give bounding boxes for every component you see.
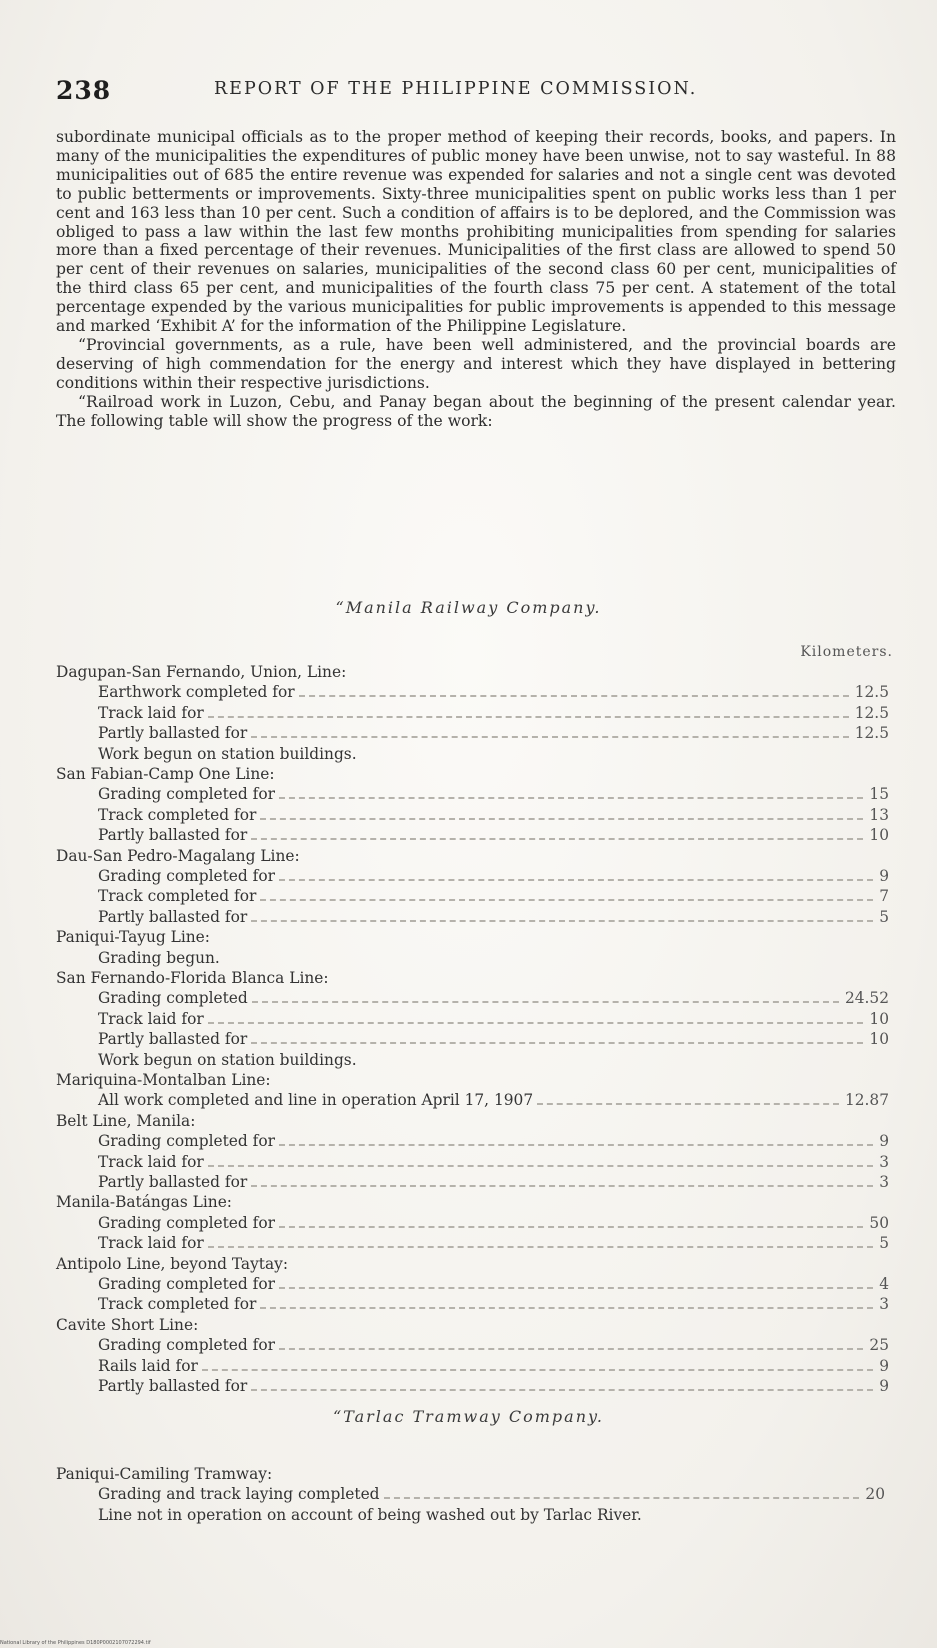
row-label: San Fernando-Florida Blanca Line:	[56, 969, 329, 987]
paragraph: subordinate municipal officials as to the proper method of keeping their records, books, and papers. In many of the municipalities the expenditures of public money have been unwise, not to say wasteful. In 88 municipalities out of 685 the entire revenue was expended for salaries and not a single cent was devoted to public betterments or improvements. Sixty-three municipalities spent on public works less than 1 per cent and 163 less than 10 per cent. Such a condition of affairs is to be deplored, and the Commission was obliged to pass a law within the last few months prohibiting municipalities from spending for salaries more than a fixed percentage of their revenues. Municipalities of the first class are allowed to spend 50 per cent of their revenues on salaries, municipalities of the second class 60 per cent, municipalities of the third class 65 per cent, and municipalities of the fourth class 75 per cent. A statement of the total percentage expended by the various municipalities for public improvements is appended to this message and marked ‘Exhibit A’ for the information of the Philippine Legislature.	[56, 128, 896, 336]
row-label: Grading completed for	[98, 1213, 275, 1232]
row-label: All work completed and line in operation April 17, 1907	[98, 1091, 534, 1110]
row-label: Grading begun.	[98, 948, 220, 967]
row-label: Work begun on station buildings.	[98, 744, 357, 763]
row-value: 3	[879, 1173, 889, 1191]
row-label: Partly ballasted for	[98, 1030, 248, 1049]
paragraph: “Provincial governments, as a rule, have been well administered, and the provincial boards are deserving of high commendation for the energy and interest which they have displayed in bettering conditions within their respective jurisdictions.	[56, 335, 896, 392]
row-value: 3	[879, 1152, 889, 1171]
row-label: Cavite Short Line:	[56, 1315, 199, 1334]
row-label: Antipolo Line, beyond Taytay:	[56, 1254, 289, 1273]
row-label: Track laid for	[98, 1009, 204, 1028]
row-label: Partly ballasted for	[98, 724, 248, 743]
section-heading-manila-railway: “Manila Railway Company.	[335, 598, 602, 617]
row-label: Grading completed for	[98, 867, 275, 885]
row-label: San Fabian-Camp One Line:	[56, 765, 275, 783]
row-value: 5	[879, 1234, 889, 1253]
row-label: Track completed for	[98, 887, 257, 906]
row-value: 24.52	[844, 989, 889, 1008]
unit-column-header: Kilometers.	[800, 644, 893, 660]
running-title: REPORT OF THE PHILIPPINE COMMISSION.	[214, 79, 698, 99]
row-label: Earthwork completed for	[98, 683, 295, 702]
row-label: Partly ballasted for	[98, 907, 248, 926]
row-value: 12.5	[854, 703, 889, 722]
row-label: Track completed for	[98, 805, 257, 824]
row-value: 9	[879, 1356, 889, 1375]
row-value: 9	[879, 867, 889, 885]
row-label: Mariquina-Montalban Line:	[56, 1071, 271, 1089]
row-label: Line not in operation on account of being washed out by Tarlac River.	[98, 1505, 642, 1524]
row-value: 25	[869, 1336, 889, 1355]
row-value: 9	[879, 1132, 889, 1151]
section-heading-tarlac-tramway: “Tarlac Tramway Company.	[332, 1407, 605, 1426]
row-value: 12.5	[854, 683, 889, 702]
row-label: Paniqui-Camiling Tramway:	[56, 1465, 273, 1483]
row-value: 50	[869, 1213, 889, 1232]
row-value: 12.5	[854, 724, 889, 743]
line-heading	[56, 1464, 272, 1484]
row-label: Grading completed for	[98, 1132, 275, 1151]
row-label: Grading completed	[98, 989, 248, 1008]
row-label: Partly ballasted for	[98, 826, 248, 845]
row-label: Track laid for	[98, 1234, 204, 1253]
row-label: Work begun on station buildings.	[98, 1050, 357, 1069]
row-label: Dagupan-San Fernando, Union, Line:	[56, 663, 347, 681]
row-value: 20	[865, 1485, 885, 1504]
table-note	[98, 1505, 798, 1525]
row-label: Track laid for	[98, 703, 204, 722]
row-value: 3	[879, 1295, 889, 1314]
row-label: Grading and track laying completed	[98, 1485, 380, 1504]
row-value: 13	[869, 805, 889, 824]
dot-leader	[384, 1497, 859, 1499]
page-number: 238	[56, 76, 112, 105]
row-value: 15	[869, 785, 889, 804]
row-label: Track laid for	[98, 1152, 204, 1171]
row-label: Partly ballasted for	[98, 1173, 248, 1191]
row-value: 4	[879, 1275, 889, 1293]
table-row	[98, 1484, 380, 1504]
row-value: 5	[879, 907, 889, 926]
row-value: 10	[869, 826, 889, 845]
row-label: Partly ballasted for	[98, 1377, 248, 1395]
paragraph: “Railroad work in Luzon, Cebu, and Panay began about the beginning of the present calendar year. The following table will show the progress of the work:	[56, 392, 896, 430]
row-value: 12.87	[844, 1091, 889, 1110]
row-label: Rails laid for	[98, 1356, 198, 1375]
row-label: Manila-Batángas Line:	[56, 1193, 232, 1212]
row-label: Paniqui-Tayug Line:	[56, 928, 210, 947]
row-value: 7	[879, 887, 889, 906]
row-label: Grading completed for	[98, 785, 275, 804]
row-value: 10	[869, 1009, 889, 1028]
scan-footer: National Library of the Philippines D180P0002107072294.tif	[0, 1640, 151, 1646]
row-label: Belt Line, Manila:	[56, 1111, 196, 1130]
row-label: Grading completed for	[98, 1336, 275, 1355]
row-label: Grading completed for	[98, 1275, 275, 1293]
row-value: 9	[879, 1377, 889, 1395]
row-value: 10	[869, 1030, 889, 1049]
row-label: Dau-San Pedro-Magalang Line:	[56, 846, 300, 865]
row-label: Track completed for	[98, 1295, 257, 1314]
